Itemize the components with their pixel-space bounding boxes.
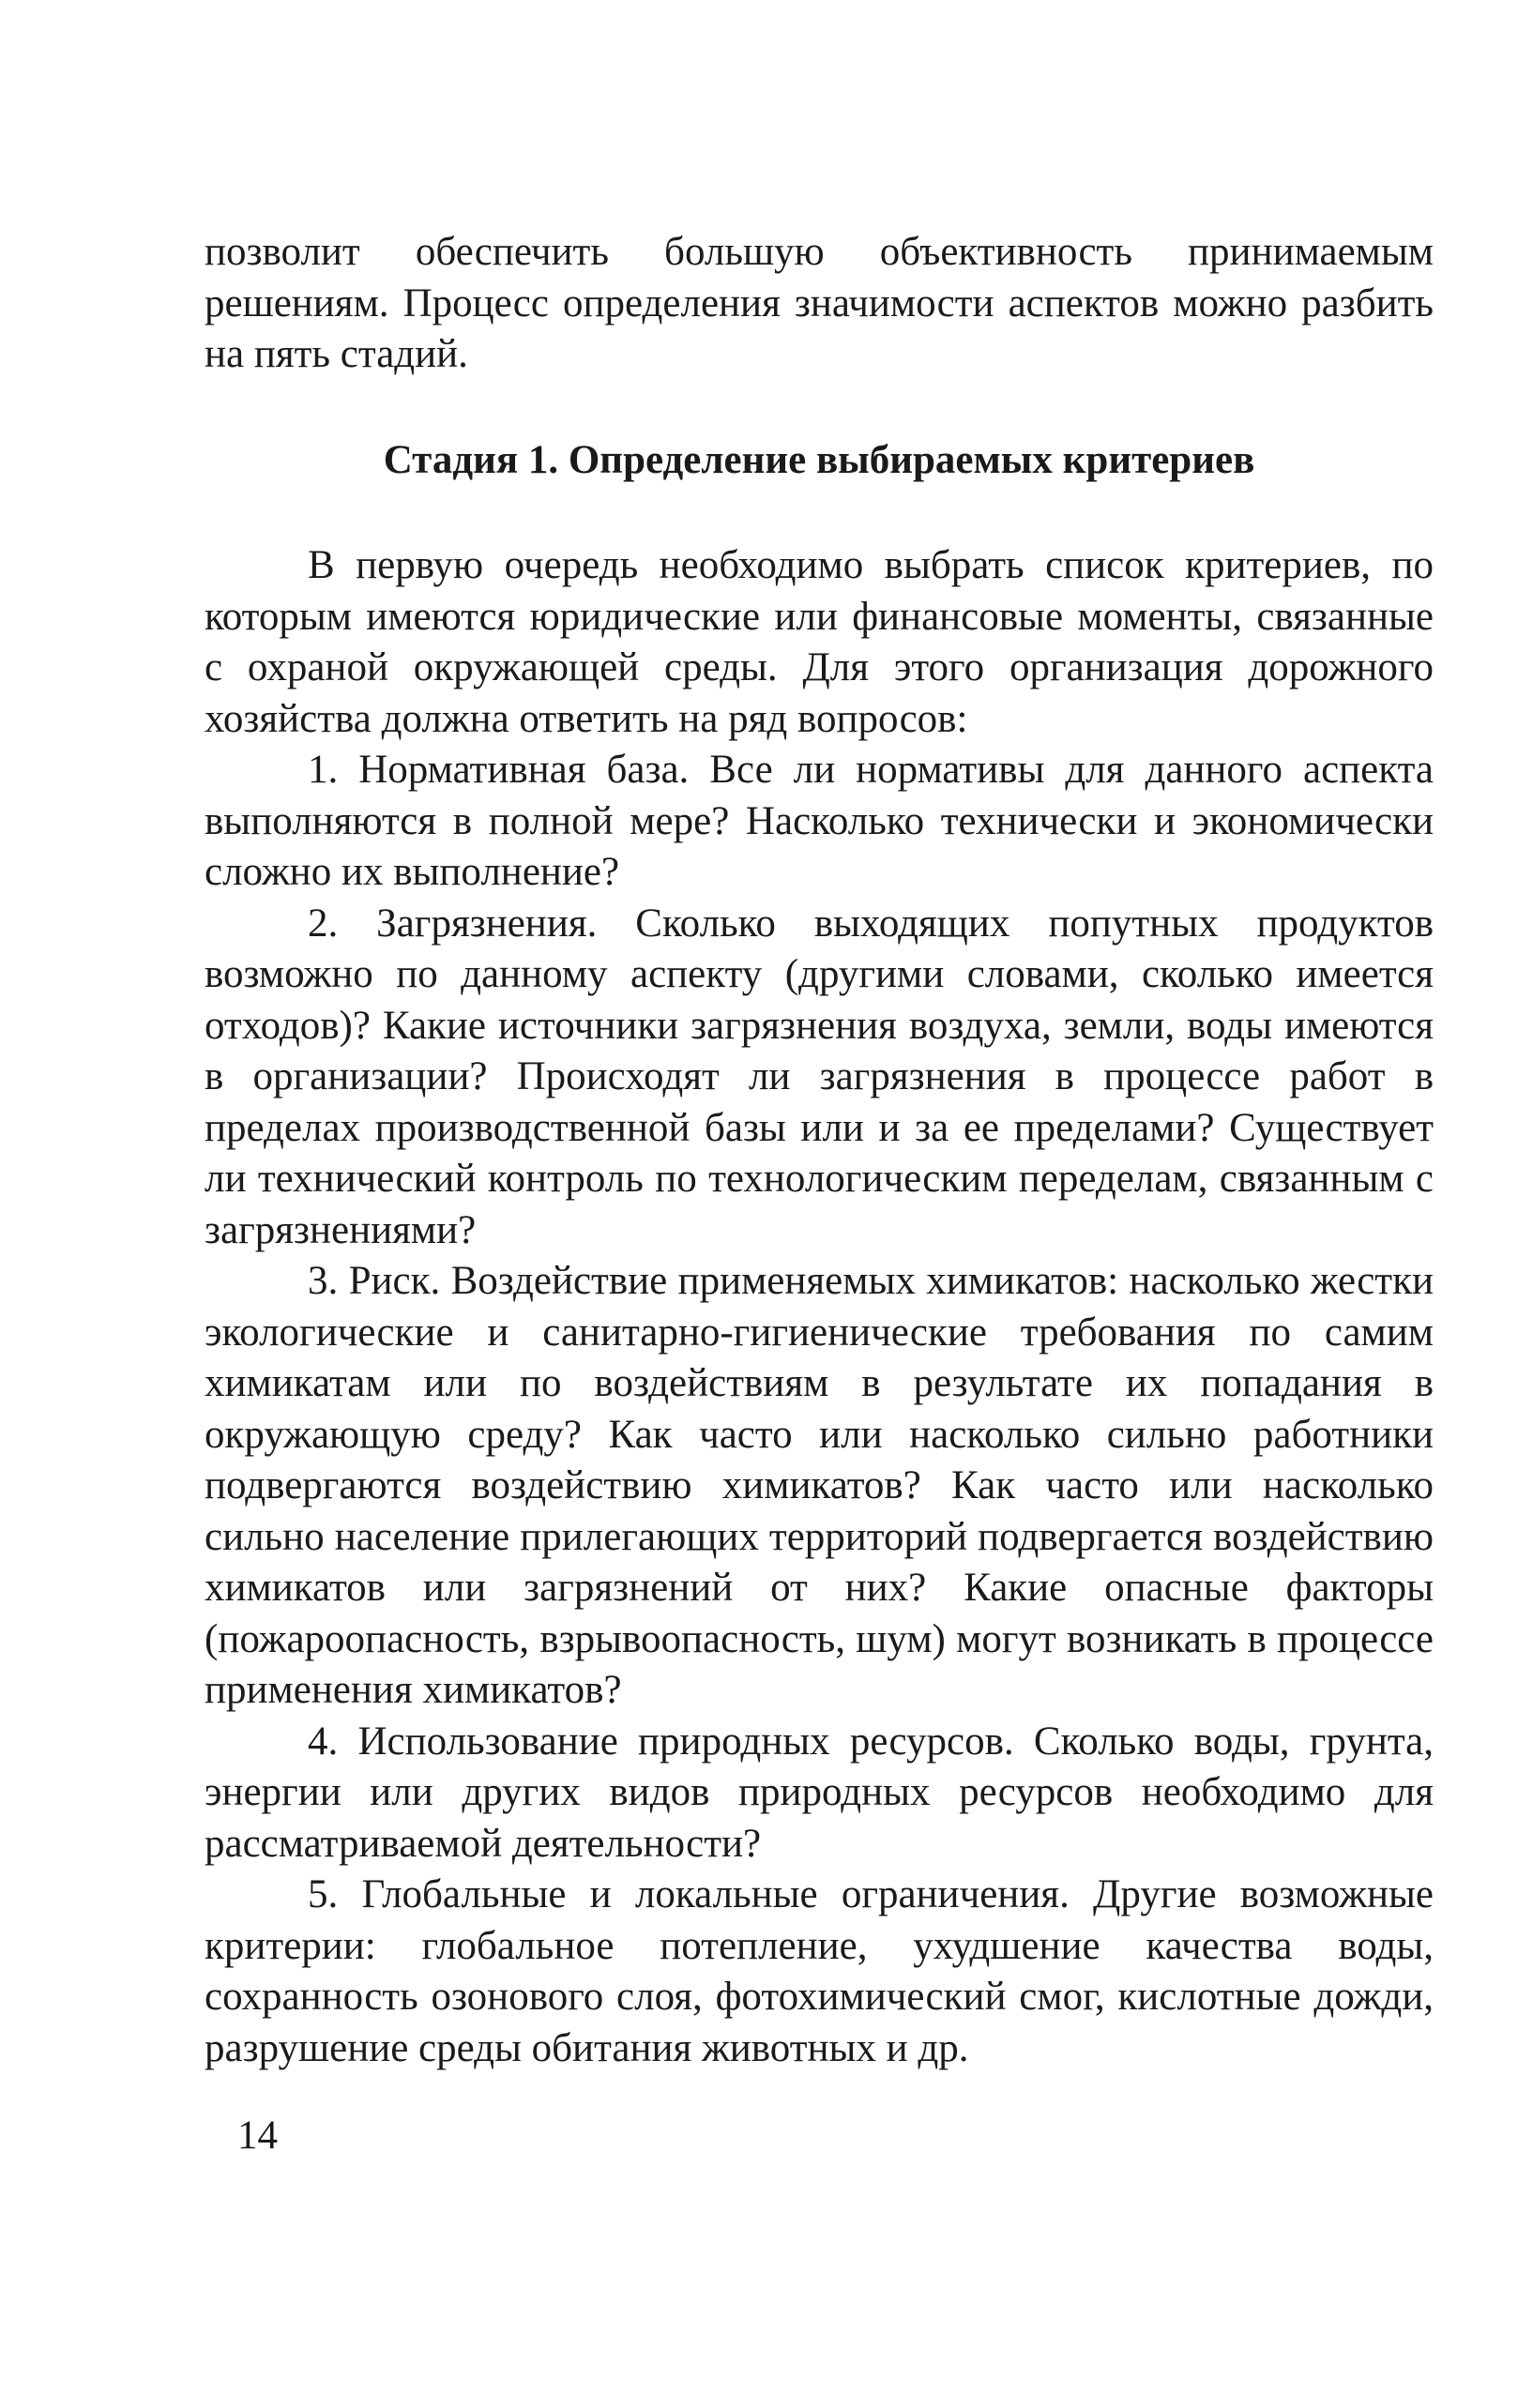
intro-paragraph: позволит обеспечить большую объективность принимаемым решениям. Процесс определения значимости аспектов можно разбить на пять стадий.	[205, 230, 1434, 376]
section-heading: Стадия 1. Определение выбираемых критериев	[383, 437, 1255, 482]
lead-paragraph: В первую очередь необходимо выбрать список критериев, по которым имеются юридические или финансовые моменты, связанные с охраной окружающей среды. Для этого организация дорожного хозяйства должна ответить на ряд вопросов:	[205, 543, 1434, 741]
list-item-2: 2. Загрязнения. Сколько выходящих попутных продуктов возможно по данному аспекту (другими словами, сколько имеется отходов)? Какие источники загрязнения воздуха, земли, воды имеются в организации? Происходят ли загрязнения в процессе работ в пределах производственной базы или и за ее пределами? Существует ли технический контроль по технологическим переделам, связанным с загрязнениями?	[205, 901, 1434, 1252]
list-item-4: 4. Использование природных ресурсов. Сколько воды, грунта, энергии или других видов природных ресурсов необходимо для рассматриваемой деятельности?	[205, 1719, 1434, 1866]
page-body	[205, 227, 1434, 2074]
list-item-5: 5. Глобальные и локальные ограничения. Другие возможные критерии: глобальное потепление, ухудшение качества воды, сохранность озонового слоя, фотохимический смог, кислотные дожди, разрушение среды обитания животных и др.	[205, 1872, 1434, 2070]
list-item-3: 3. Риск. Воздействие применяемых химикатов: насколько жестки экологические и санитарно-гигиенические требования по самим химикатам или по воздействиям в результате их попадания в окружающую среду? Как часто или насколько сильно работники подвергаются воздействию химикатов? Как часто или насколько сильно население прилегающих территорий подвергается воздействию химикатов или загрязнений от них? Какие опасные факторы (пожароопасность, взрывоопасность, шум) могут возникать в процессе применения химикатов?	[205, 1259, 1434, 1712]
list-item-1: 1. Нормативная база. Все ли нормативы для данного аспекта выполняются в полной мере? Насколько технически и экономически сложно их выполнение?	[205, 748, 1434, 894]
page-number: 14	[237, 2113, 278, 2158]
